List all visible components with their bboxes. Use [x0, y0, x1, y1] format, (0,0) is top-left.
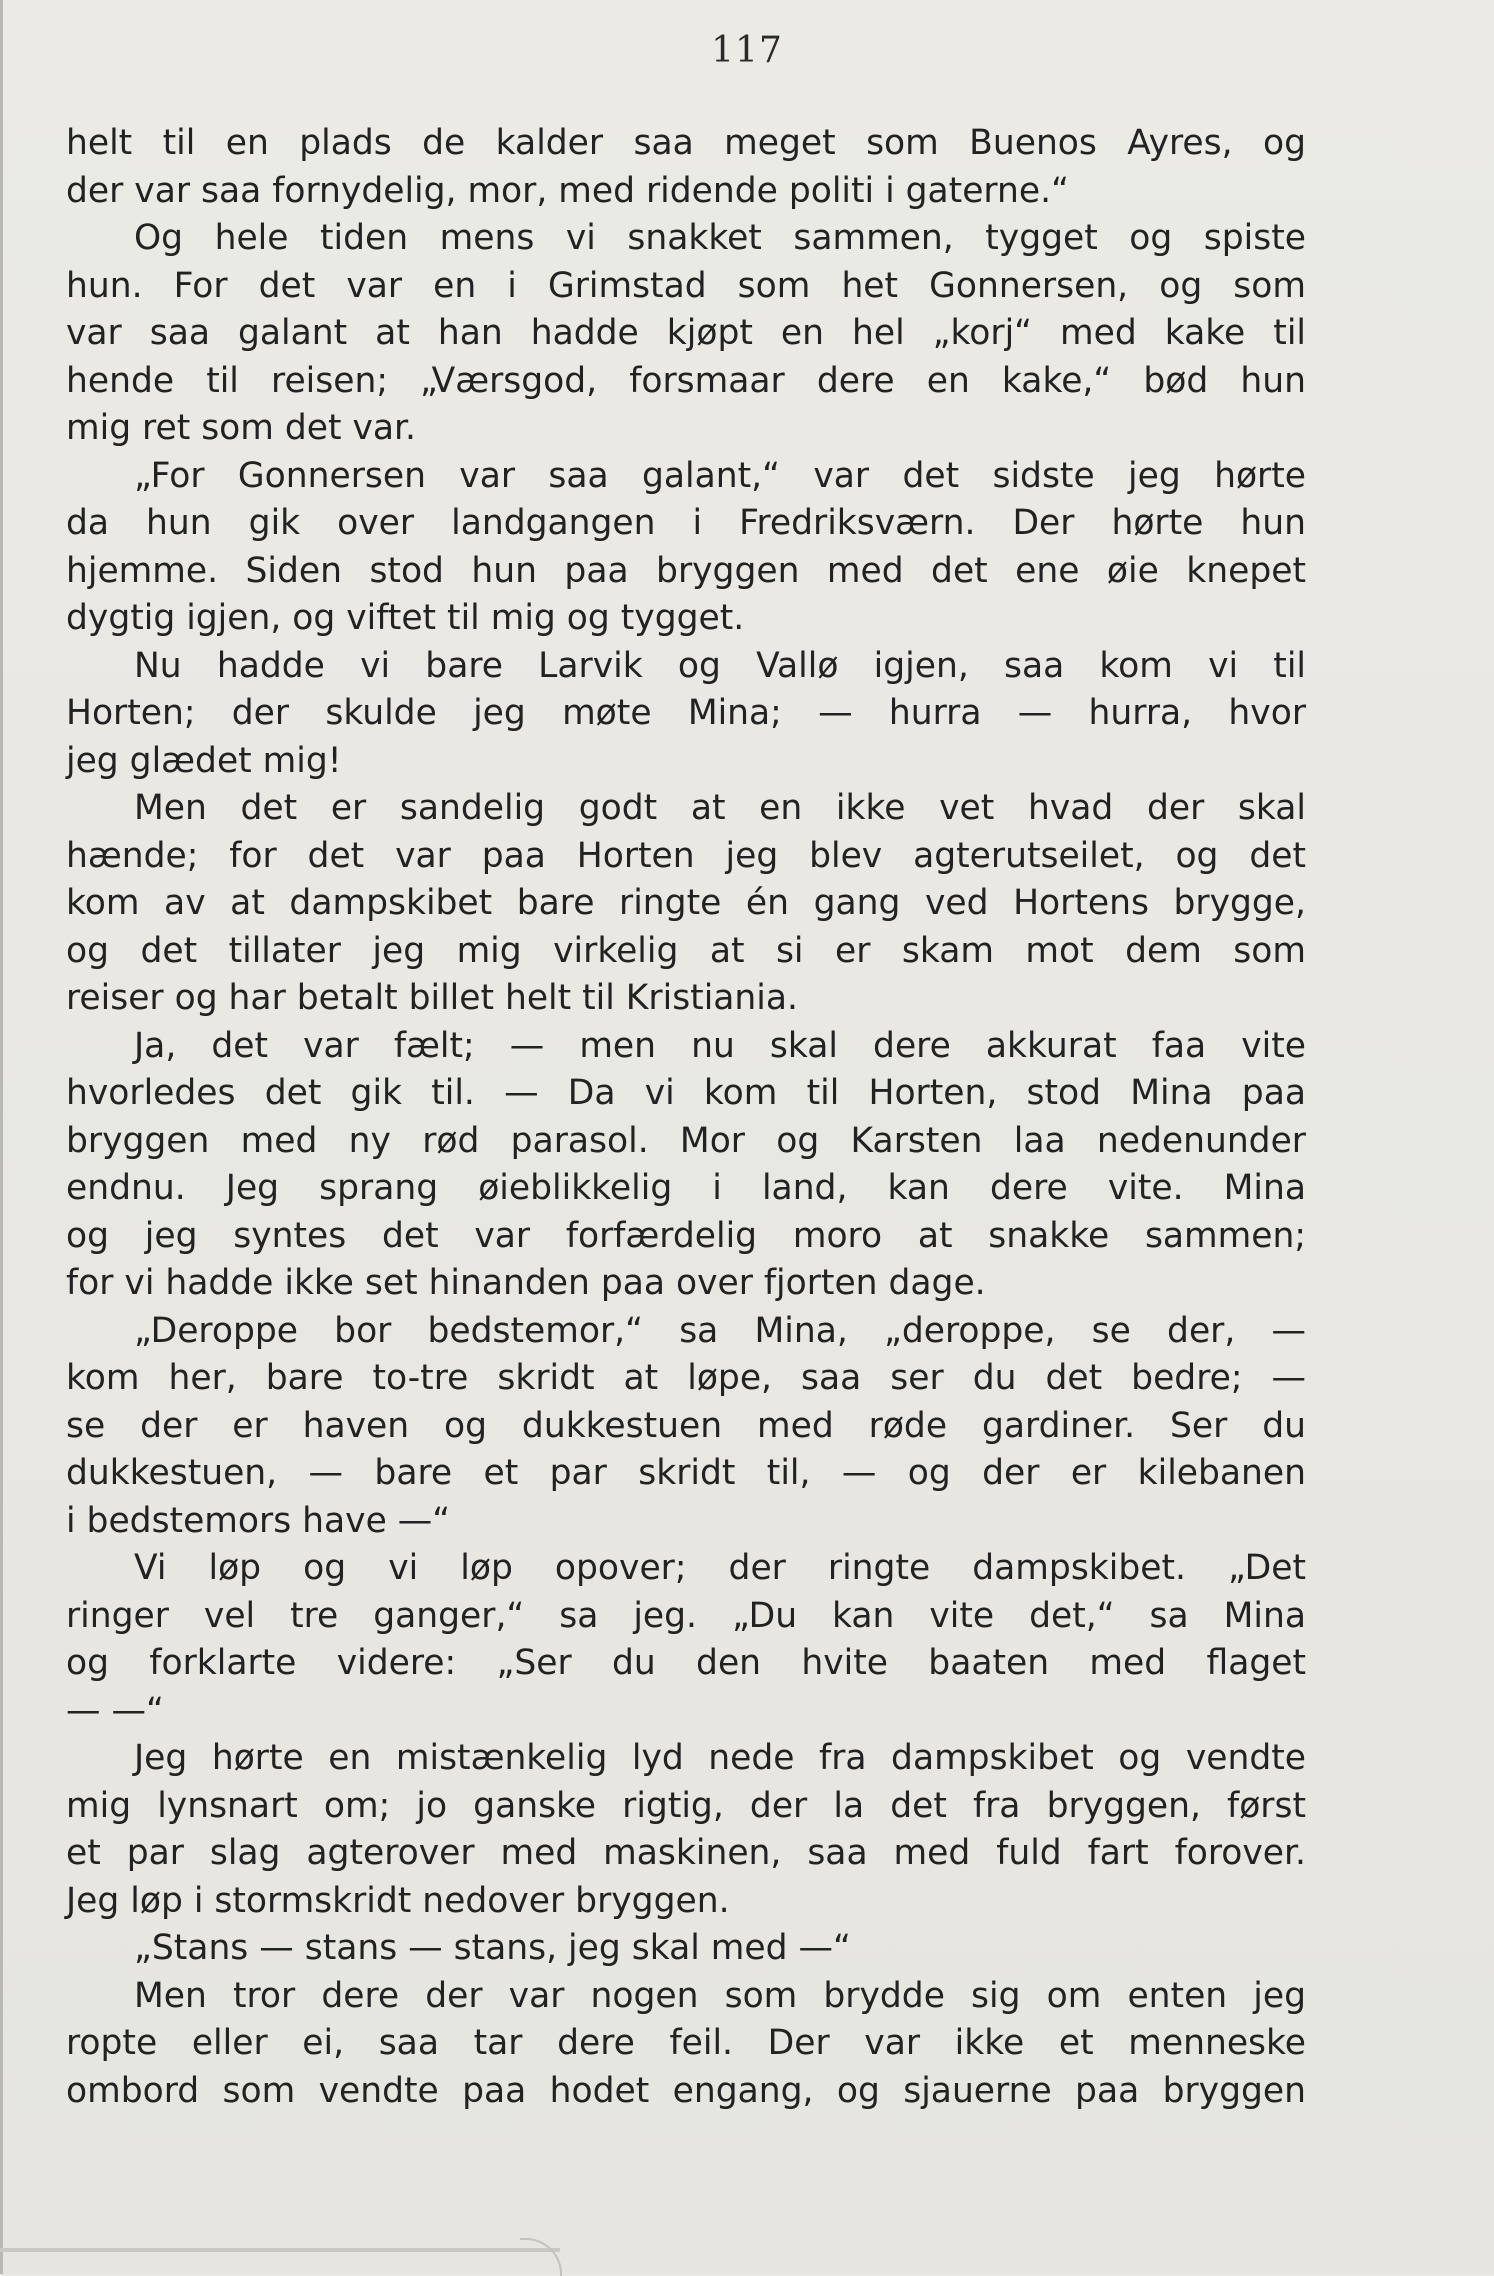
text-line: — —“: [66, 1690, 164, 1731]
text-line: mig lynsnart om; jo ganske rigtig, der la det fra bryggen, først: [66, 1785, 1306, 1826]
text-line: kom av at dampskibet bare ringte én gang ved Hortens brygge,: [66, 883, 1306, 923]
text-line: Men tror dere der var nogen som brydde sig om enten jeg: [134, 1975, 1306, 2016]
text-line: dygtig igjen, og viftet til mig og tygget.: [66, 598, 745, 638]
text-line: hende til reisen; „Værsgod, forsmaar dere en kake,“ bød hun: [66, 360, 1306, 401]
page-number: 117: [711, 30, 783, 71]
text-line: ropte eller ei, saa tar dere feil. Der var ikke et menneske: [66, 2023, 1306, 2063]
text-line: se der er haven og dukkestuen med røde gardiner. Ser du: [66, 1405, 1306, 1446]
text-line: dukkestuen, — bare et par skridt til, — og der er kilebanen: [66, 1453, 1306, 1493]
text-line: bryggen med ny rød parasol. Mor og Karsten laa nedenunder: [66, 1120, 1306, 1161]
text-line: Men det er sandelig godt at en ikke vet hvad der skal: [134, 788, 1306, 828]
text-line: mig ret som det var.: [66, 408, 417, 448]
text-line: „Deroppe bor bedstemor,“ sa Mina, „deroppe, se der, —: [134, 1310, 1306, 1351]
text-line: „For Gonnersen var saa galant,“ var det sidste jeg hørte: [134, 455, 1306, 496]
text-line: hun. For det var en i Grimstad som het Gonnersen, og som: [66, 265, 1306, 306]
text-line: og det tillater jeg mig virkelig at si er skam mot dem som: [66, 930, 1306, 971]
text-line: og forklarte videre: „Ser du den hvite baaten med flaget: [66, 1643, 1306, 1683]
text-line: Nu hadde vi bare Larvik og Vallø igjen, saa kom vi til: [134, 645, 1306, 686]
text-line: ringer vel tre ganger,“ sa jeg. „Du kan vite det,“ sa Mina: [66, 1595, 1306, 1636]
text-line: hænde; for det var paa Horten jeg blev agterutseilet, og det: [66, 835, 1306, 876]
text-line: ombord som vendte paa hodet engang, og sjauerne paa bryggen: [66, 2070, 1306, 2111]
text-line: Jeg hørte en mistænkelig lyd nede fra dampskibet og vendte: [134, 1738, 1306, 1778]
text-line: et par slag agterover med maskinen, saa med fuld fart forover.: [66, 1833, 1306, 1873]
text-line: kom her, bare to-tre skridt at løpe, saa ser du det bedre; —: [66, 1358, 1306, 1398]
text-line: da hun gik over landgangen i Fredriksværn. Der hørte hun: [66, 503, 1306, 543]
text-line: Og hele tiden mens vi snakket sammen, tygget og spiste: [134, 218, 1306, 258]
text-line: for vi hadde ikke set hinanden paa over fjorten dage.: [66, 1263, 986, 1303]
text-line: Jeg løp i stormskridt nedover bryggen.: [66, 1880, 730, 1921]
text-line: helt til en plads de kalder saa meget som Buenos Ayres, og: [66, 123, 1306, 163]
text-line: Horten; der skulde jeg møte Mina; — hurra — hurra, hvor: [66, 693, 1306, 733]
page-bottom-strip: [0, 2248, 560, 2252]
text-line: hvorledes det gik til. — Da vi kom til Horten, stod Mina paa: [66, 1073, 1306, 1113]
text-line: i bedstemors have —“: [66, 1500, 451, 1541]
text-line: „Stans — stans — stans, jeg skal med —“: [134, 1928, 851, 1968]
text-line: og jeg syntes det var forfærdelig moro at snakke sammen;: [66, 1215, 1306, 1256]
text-line: hjemme. Siden stod hun paa bryggen med det ene øie knepet: [66, 550, 1306, 591]
text-line: Ja, det var fælt; — men nu skal dere akkurat faa vite: [134, 1025, 1306, 1066]
text-line: endnu. Jeg sprang øieblikkelig i land, kan dere vite. Mina: [66, 1168, 1306, 1208]
text-line: reiser og har betalt billet helt til Kristiania.: [66, 978, 798, 1018]
text-line: Vi løp og vi løp opover; der ringte dampskibet. „Det: [134, 1548, 1306, 1588]
text-line: jeg glædet mig!: [66, 740, 342, 781]
text-line: der var saa fornydelig, mor, med ridende politi i gaterne.“: [66, 170, 1069, 211]
body-text: [66, 120, 1306, 2115]
page-bottom-curl: [520, 2238, 562, 2276]
text-line: var saa galant at han hadde kjøpt en hel „korj“ med kake til: [66, 313, 1306, 353]
page-left-edge: [0, 0, 3, 2274]
